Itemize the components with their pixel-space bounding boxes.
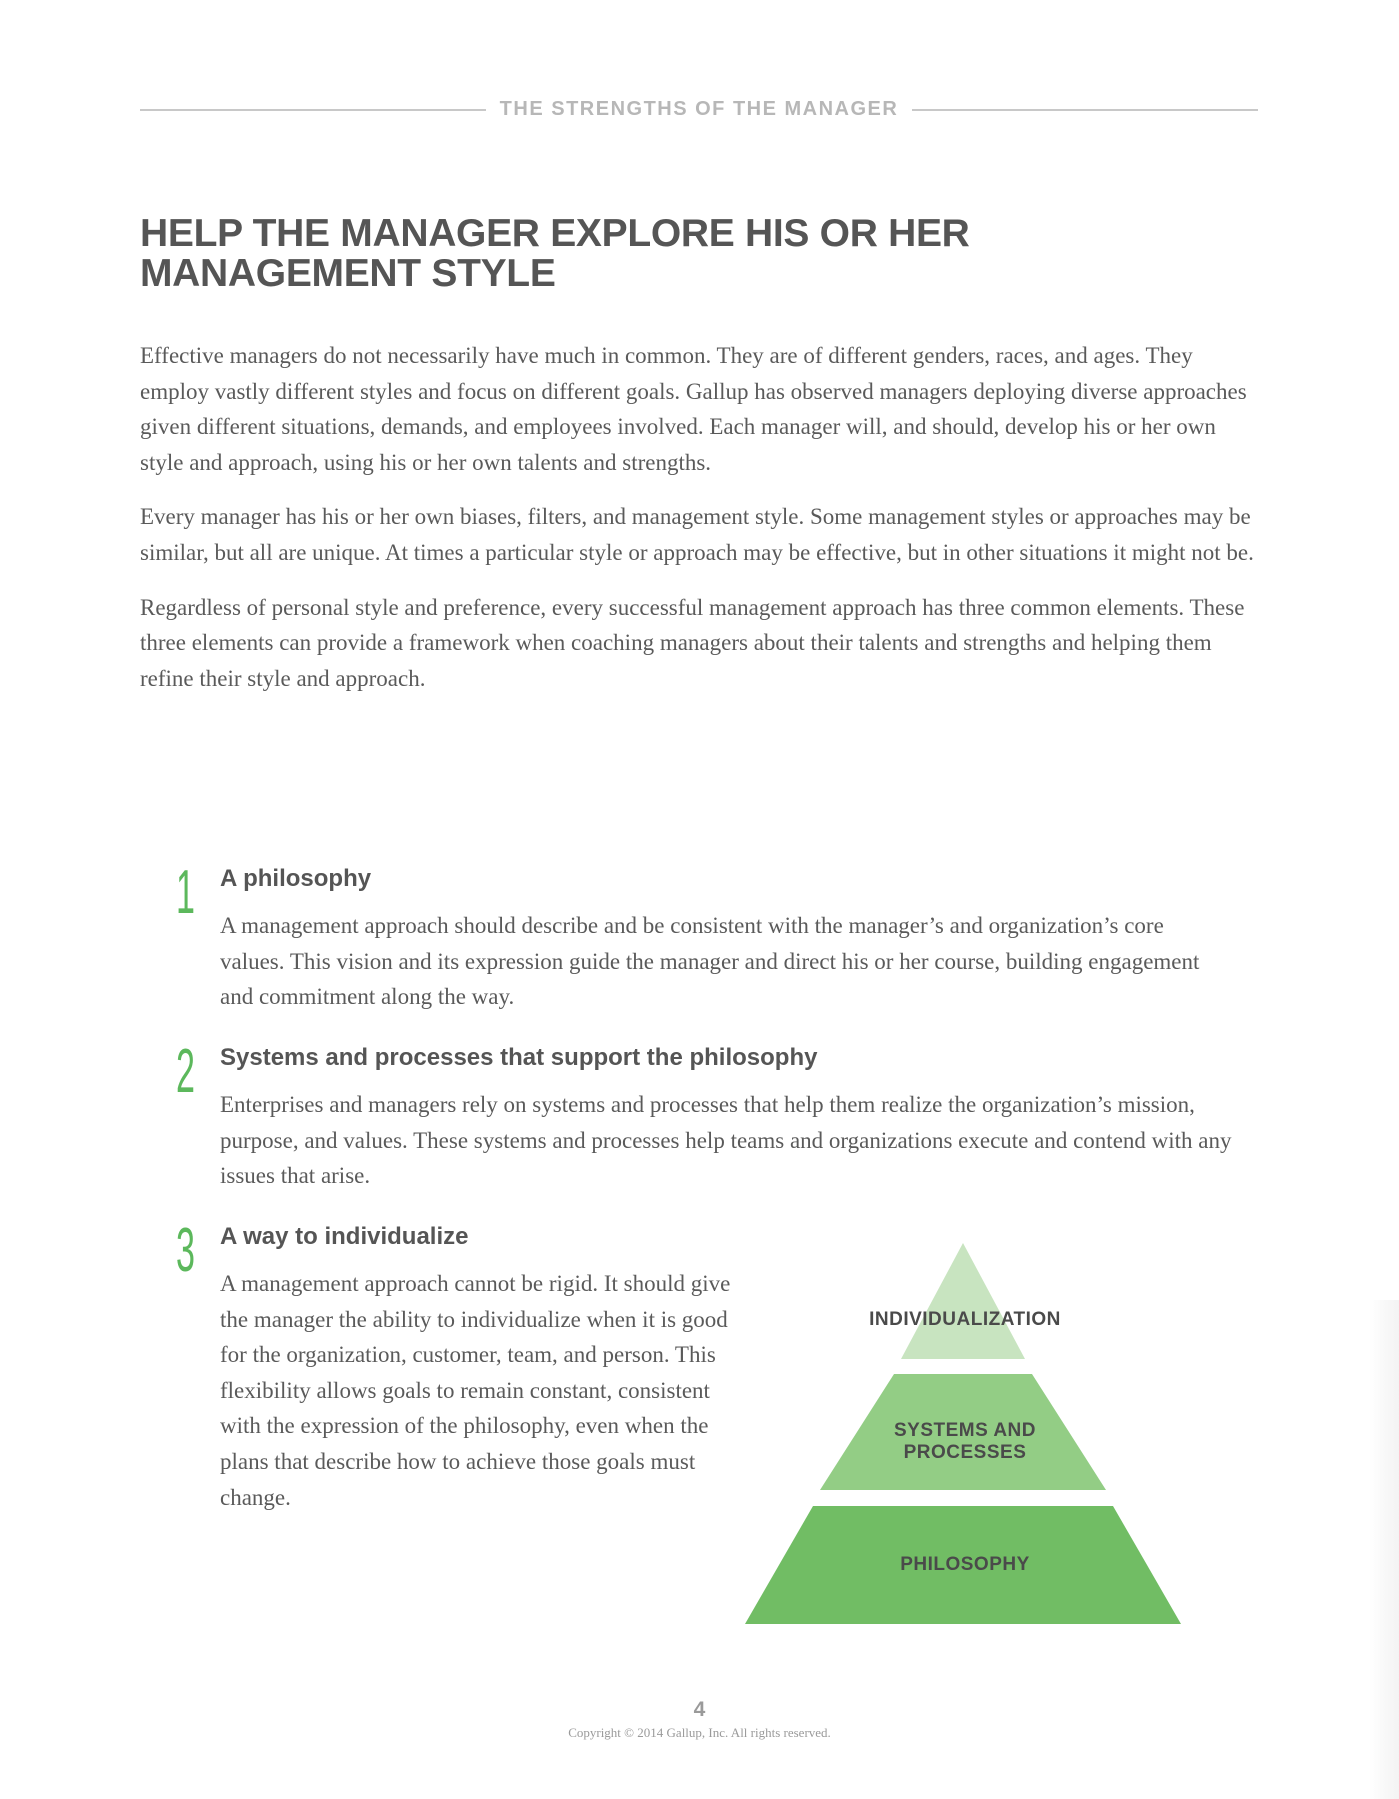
element-heading: A philosophy (220, 865, 372, 892)
pyramid-label-systems-line2: PROCESSES (903, 1442, 1027, 1463)
pyramid-label-philosophy: PHILOSOPHY (900, 1554, 1030, 1575)
intro-text (140, 338, 1260, 715)
page-number: 4 (693, 1698, 706, 1721)
element-text: A management approach should describe and be consistent with the manager’s and organization’s core values. This vision and its expression guide the manager and direct his or her course, building engagement and commitment along the way. (220, 913, 1200, 1010)
element-text: A management approach cannot be rigid. It should give the manager the ability to individualize when it is good for the organization, customer, team, and person. This flexibility allows goals to remain constant, consistent with the expression of the philosophy, even when the plans that describe how to achieve those goals must change. (220, 1271, 731, 1510)
element-heading: Systems and processes that support the philosophy (220, 1044, 818, 1071)
copyright-notice: Copyright © 2014 Gallup, Inc. All rights reserved. (568, 1725, 831, 1740)
intro-paragraph-1: Effective managers do not necessarily have much in common. They are of different genders, races, and ages. They employ vastly different styles and focus on different goals. Gallup has observed managers deploying diverse approaches given different situations, demands, and employees involved. Each manager will, and should, develop his or her own style and approach, using his or her own talents and strengths. (140, 343, 1247, 475)
pyramid-label-individualization: INDIVIDUALIZATION (869, 1309, 1061, 1330)
element-number: 2 (176, 1037, 195, 1106)
pyramid-top-tier (901, 1243, 1025, 1359)
element-text: Enterprises and managers rely on systems and processes that help them realize the organization’s mission, purpose, and values. These systems and processes help teams and organizations execute and contend with any issues that arise. (220, 1092, 1232, 1189)
header-rule-left (140, 109, 486, 111)
section-header (140, 98, 1258, 121)
element-heading: A way to individualize (220, 1223, 469, 1250)
pyramid-label-systems-line1: SYSTEMS AND (893, 1420, 1037, 1441)
header-rule-right (912, 109, 1258, 111)
management-pyramid (740, 1236, 1190, 1626)
section-title: THE STRENGTHS OF THE MANAGER (499, 98, 899, 120)
element-number: 1 (176, 858, 195, 927)
intro-paragraph-2: Every manager has his or her own biases, filters, and management style. Some management styles or approaches may be similar, but all are unique. At times a particular style or approach may be effective, but in other situations it might not be. (140, 504, 1254, 565)
page-title: HELP THE MANAGER EXPLORE HIS OR HER MANAGEMENT STYLE (140, 212, 970, 295)
intro-paragraph-3: Regardless of personal style and preference, every successful management approach has three common elements. These three elements can provide a framework when coaching managers about their talents and strengths and helping them refine their style and approach. (140, 594, 1245, 691)
element-number: 3 (176, 1216, 195, 1285)
